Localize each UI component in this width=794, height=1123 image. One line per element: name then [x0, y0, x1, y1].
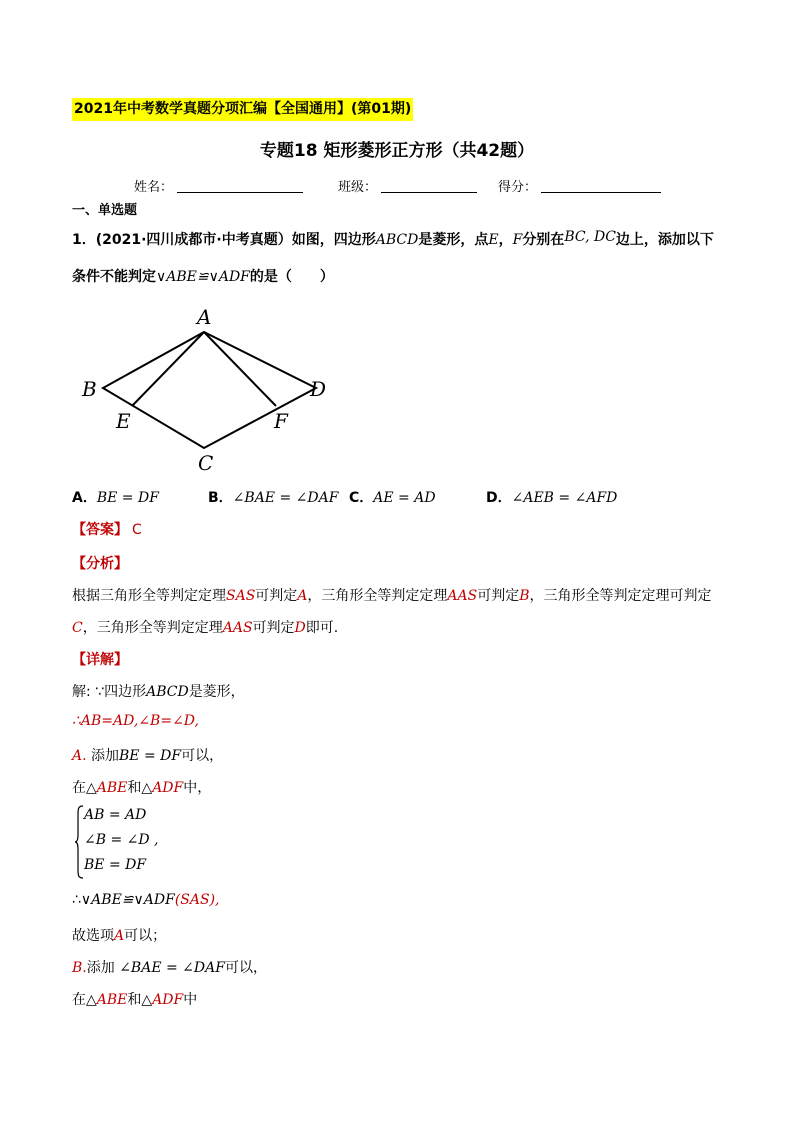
- option-c: C．AE = AD: [349, 490, 436, 506]
- option-d: D．∠AEB = ∠AFD: [486, 490, 618, 506]
- name-blank: [177, 180, 303, 193]
- left-brace: [74, 805, 84, 879]
- section-heading: 一、单选题: [72, 203, 138, 218]
- analysis-tag: 【分析】: [72, 556, 128, 572]
- answer-block: [72, 519, 142, 539]
- name-label: 姓名：: [134, 180, 174, 195]
- class-field: [338, 176, 477, 195]
- analysis-line-2: C，三角形全等判定定理AAS可判定D即可.: [72, 620, 339, 636]
- score-blank: [541, 180, 661, 193]
- analysis-line-1: 根据三角形全等判定定理SAS可判定A，三角形全等判定定理AAS可判定B，三角形全等判定定理可判定: [72, 588, 712, 604]
- detail-line-4: 在△ABE和△ADF中，: [72, 780, 212, 796]
- question-line-2: 条件不能判定∨ABE≌∨ADF的是（ ）: [72, 269, 334, 285]
- system-eq-1: AB = AD: [84, 807, 147, 823]
- system-eq-3: BE = DF: [84, 857, 147, 873]
- series-title: 2021年中考数学真题分项汇编【全国通用】(第01期): [72, 98, 413, 121]
- detail-line-7: B.添加 ∠BAE = ∠DAF可以，: [72, 960, 267, 976]
- label-C: C: [198, 451, 214, 475]
- segment-AF: [204, 332, 276, 406]
- system-eq-2: ∠B = ∠D ,: [84, 832, 159, 848]
- option-a: A．BE = DF: [72, 490, 159, 506]
- detail-line-3: A. 添加BE = DF可以，: [72, 748, 224, 764]
- name-field: [134, 176, 303, 195]
- label-D: D: [310, 377, 327, 401]
- score-label: 得分：: [498, 180, 538, 195]
- detail-line-5: ∴∨ABE≌∨ADF(SAS),: [72, 892, 220, 908]
- option-b: B．∠BAE = ∠DAF: [208, 490, 339, 506]
- detail-line-1: 解: ∵四边形ABCD是菱形，: [72, 684, 245, 700]
- label-B: B: [82, 377, 97, 401]
- segment-AE: [132, 332, 204, 406]
- detail-line-6: 故选项A可以；: [72, 928, 167, 944]
- detail-tag: 【详解】: [72, 652, 128, 668]
- answer-tag: 【答案】: [72, 522, 128, 538]
- label-F: F: [274, 409, 288, 433]
- question-line-1: 1．(2021·四川成都市·中考真题）如图，四边形ABCD是菱形，点E，F分别在BC, DC边上，添加以下: [72, 229, 714, 248]
- topic-title: 专题18 矩形菱形正方形（共42题）: [259, 141, 535, 161]
- class-blank: [381, 180, 477, 193]
- answer-value: C: [132, 522, 142, 538]
- label-A: A: [197, 305, 212, 329]
- detail-line-2: ∴AB=AD,∠B=∠D,: [72, 713, 199, 729]
- rhombus-figure: [70, 300, 350, 480]
- label-E: E: [116, 409, 131, 433]
- detail-line-8: 在△ABE和△ADF中: [72, 992, 198, 1008]
- score-field: [498, 176, 661, 195]
- class-label: 班级：: [338, 180, 378, 195]
